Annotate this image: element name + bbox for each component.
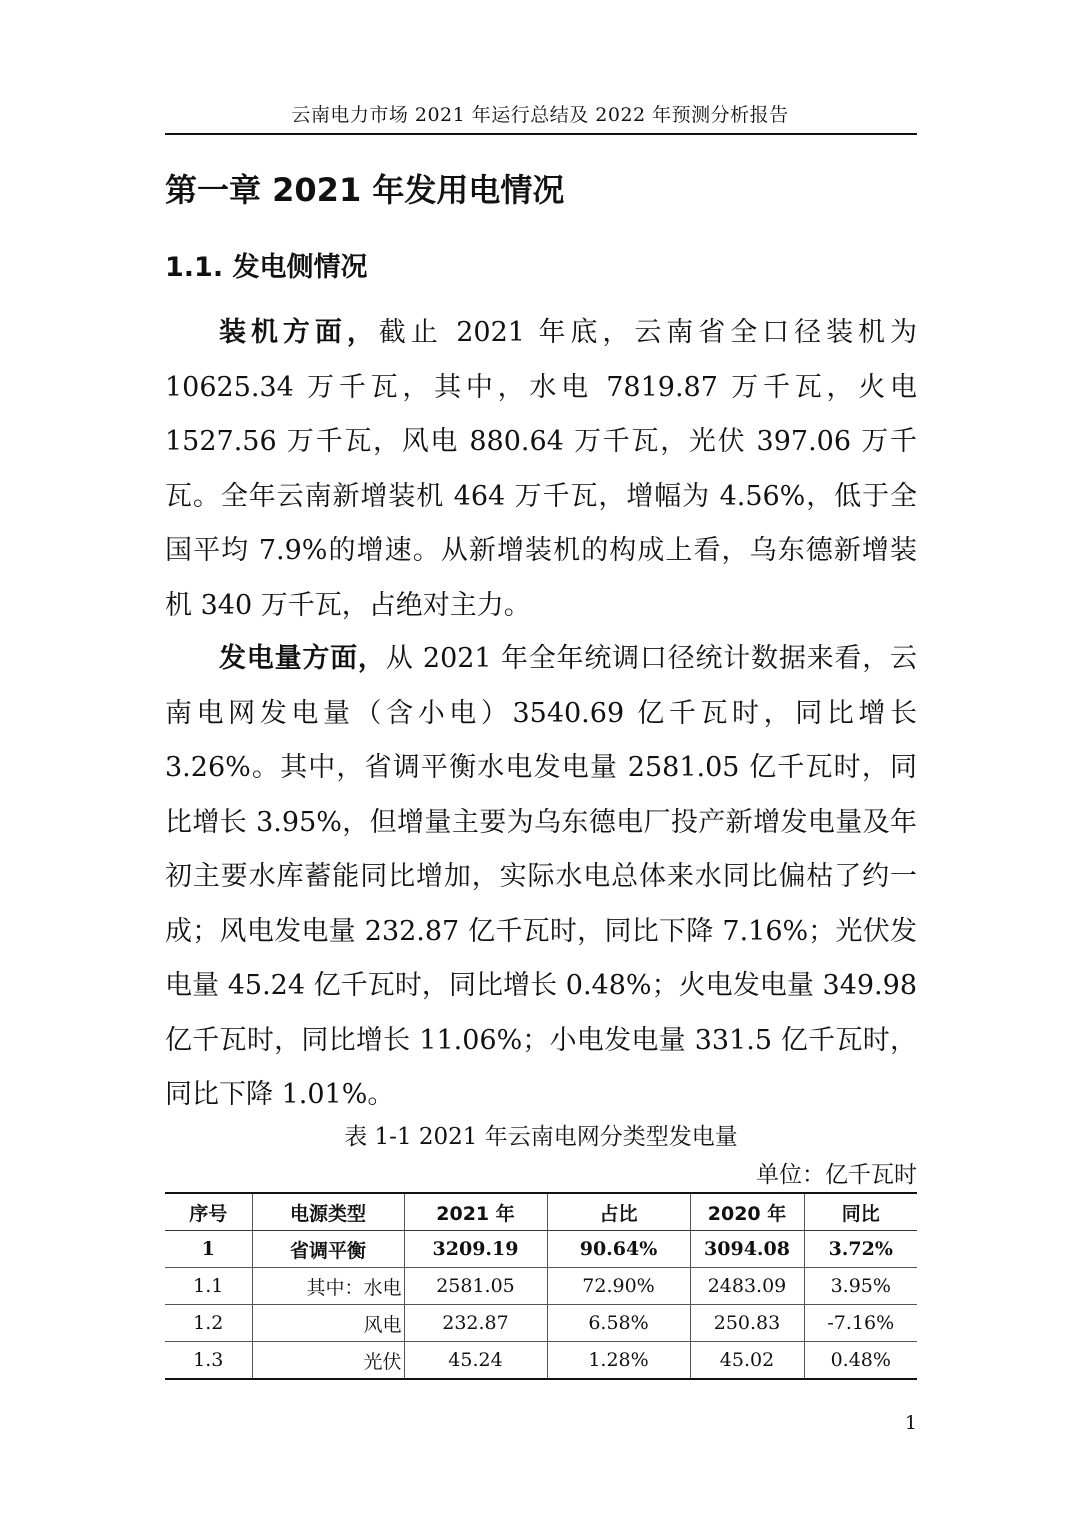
cell-2021: 2581.05 — [404, 1268, 547, 1305]
table-header-row — [165, 1193, 917, 1231]
chapter-title: 第一章 2021 年发用电情况 — [165, 171, 565, 209]
section-title: 1.1. 发电侧情况 — [165, 252, 368, 283]
cell-2020: 250.83 — [690, 1305, 804, 1342]
column-header: 序号 — [189, 1202, 228, 1225]
table-row — [165, 1305, 917, 1342]
cell-type: 省调平衡 — [252, 1231, 404, 1268]
cell-type: 光伏 — [252, 1342, 404, 1380]
paragraph-lead: 装机方面， — [219, 317, 379, 348]
paragraph-body: 从 2021 年全年统调口径统计数据来看，云南电网发电量（含小电）3540.69 亿千瓦时，同比增长 3.26%。其中，省调平衡水电发电量 2581.05 亿千瓦时，同比增长 3.95%，但增量主要为乌东德电厂投产新增发电量及年初主要水库蓄能同比增加，实际水电总体来水同比偏枯了约一成；风电发电量 232.87 亿千瓦时，同比下降 7.16%；光伏发电量 45.24 亿千瓦时，同比增长 0.48%；火电发电量 349.98 亿千瓦时，同比增长 11.06%；小电发电量 331.5 亿千瓦时，同比下降 1.01%。 — [165, 643, 917, 1110]
paragraph-lead: 发电量方面， — [219, 643, 386, 674]
column-header: 电源类型 — [252, 1193, 404, 1231]
paragraph-installed-capacity — [165, 306, 917, 633]
cell-2020: 3094.08 — [690, 1231, 804, 1268]
cell-share: 72.90% — [547, 1268, 690, 1305]
cell-yoy: 0.48% — [804, 1342, 917, 1380]
cell-no: 1.2 — [193, 1312, 224, 1334]
cell-share: 1.28% — [547, 1342, 690, 1380]
cell-yoy: 3.95% — [804, 1268, 917, 1305]
cell-no: 1.3 — [193, 1349, 224, 1371]
cell-yoy: 3.72% — [804, 1231, 917, 1268]
column-header: 2021 年 — [404, 1193, 547, 1231]
paragraph-generation — [165, 632, 917, 1123]
cell-yoy: -7.16% — [804, 1305, 917, 1342]
page-number: 1 — [904, 1412, 917, 1434]
table-row — [165, 1231, 917, 1268]
column-header: 2020 年 — [690, 1193, 804, 1231]
table-row — [165, 1268, 917, 1305]
cell-type: 风电 — [252, 1305, 404, 1342]
table-row — [165, 1342, 917, 1380]
table-caption: 表 1-1 2021 年云南电网分类型发电量 — [344, 1124, 738, 1150]
cell-2021: 232.87 — [404, 1305, 547, 1342]
generation-table — [165, 1192, 917, 1380]
column-header: 同比 — [804, 1193, 917, 1231]
column-header: 占比 — [547, 1193, 690, 1231]
cell-share: 6.58% — [547, 1305, 690, 1342]
cell-2021: 45.24 — [404, 1342, 547, 1380]
table-unit: 单位：亿千瓦时 — [756, 1162, 917, 1188]
running-header: 云南电力市场 2021 年运行总结及 2022 年预测分析报告 — [291, 104, 789, 126]
cell-2021: 3209.19 — [404, 1231, 547, 1268]
cell-no: 1.1 — [193, 1275, 224, 1297]
header-rule — [165, 133, 917, 135]
cell-no: 1 — [201, 1238, 215, 1260]
cell-type: 其中：水电 — [252, 1268, 404, 1305]
cell-share: 90.64% — [547, 1231, 690, 1268]
cell-2020: 45.02 — [690, 1342, 804, 1380]
paragraph-body: 截止 2021 年底，云南省全口径装机为 10625.34 万千瓦，其中，水电 7819.87 万千瓦，火电 1527.56 万千瓦，风电 880.64 万千瓦，光伏 397.06 万千瓦。全年云南新增装机 464 万千瓦，增幅为 4.56%，低于全国平均 7.9%的增速。从新增装机的构成上看，乌东德新增装机 340 万千瓦，占绝对主力。 — [165, 317, 917, 621]
cell-2020: 2483.09 — [690, 1268, 804, 1305]
